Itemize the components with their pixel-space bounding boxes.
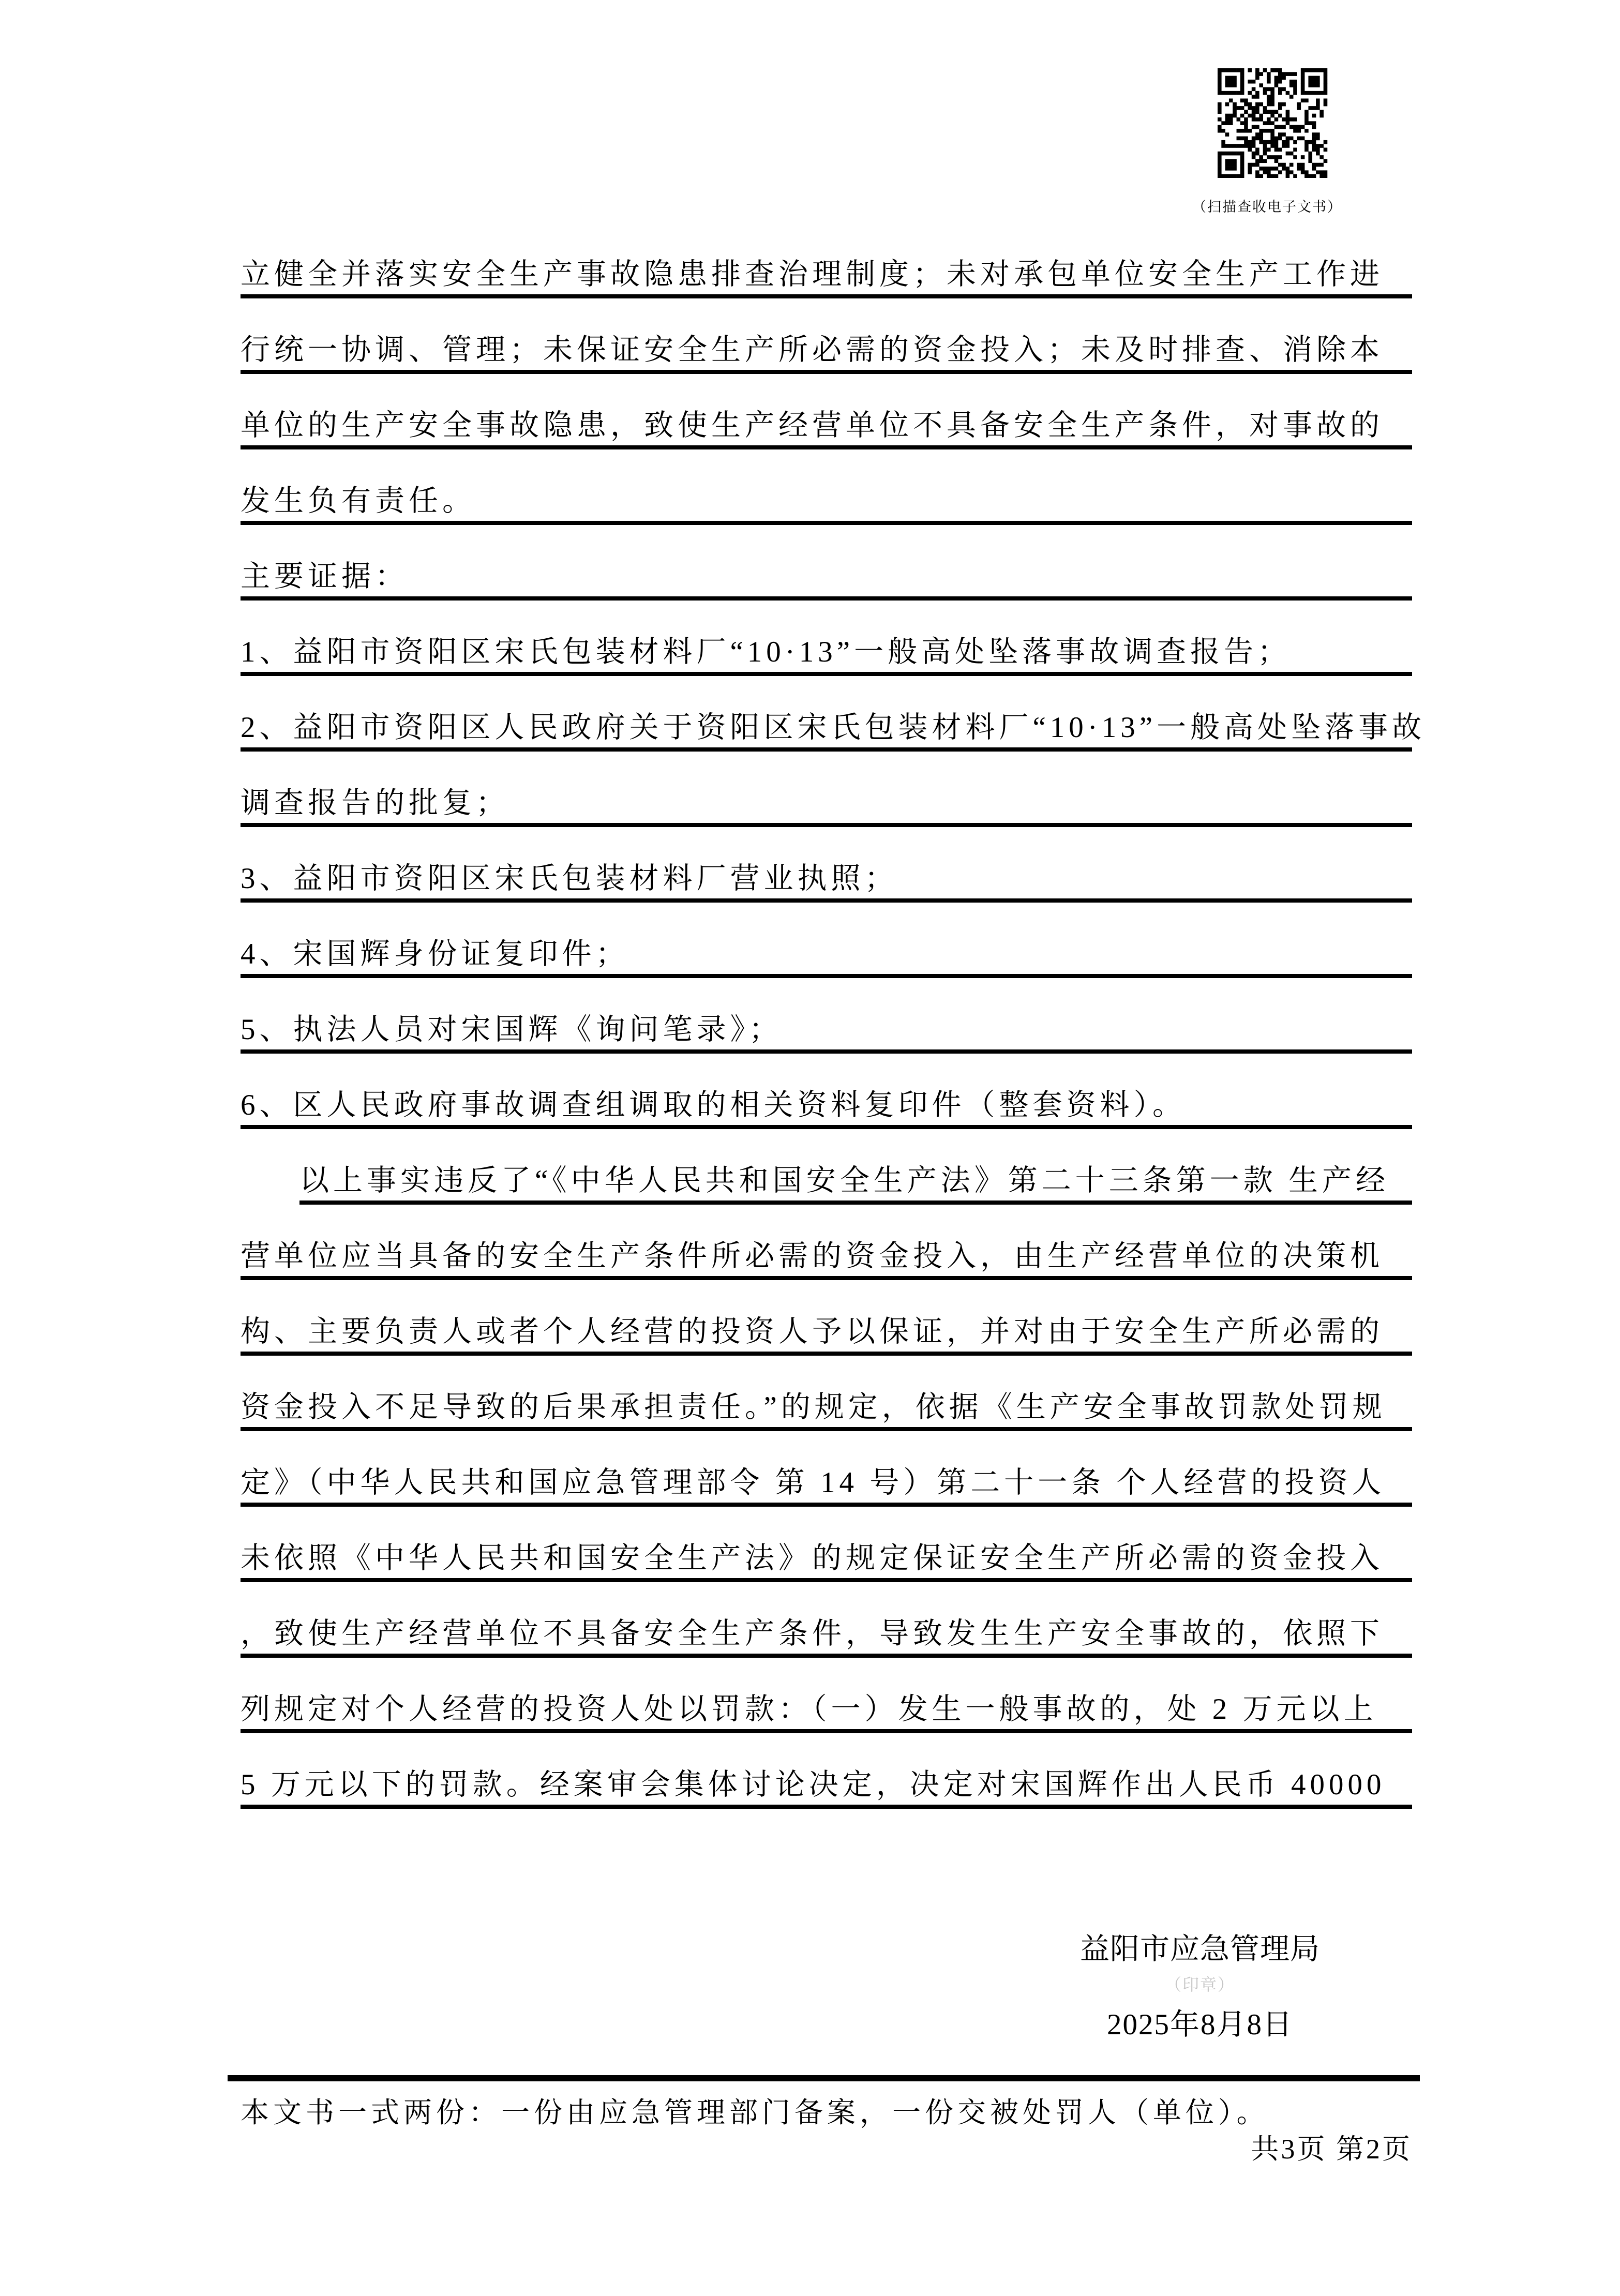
text-line (241, 298, 1412, 374)
text-line (241, 525, 1412, 601)
text-line (241, 1658, 1412, 1733)
text-line (241, 601, 1412, 676)
seal-placeholder: （印章） (1164, 1975, 1235, 1994)
text-line-content: 6、区人民政府事故调查组调取的相关资料复印件（整套资料）。 (241, 1089, 1186, 1122)
distribution-note: 本文书一式两份：一份由应急管理部门备案，一份交被处罚人（单位）。 (241, 2097, 1269, 2128)
text-line-content: 2、益阳市资阳区人民政府关于资阳区宋氏包装材料厂“10·13”一般高处坠落事故 (241, 711, 1426, 744)
text-line (241, 1356, 1412, 1431)
text-line (241, 374, 1412, 449)
text-line-content: 主要证据： (241, 560, 409, 593)
text-line-content: 列规定对个人经营的投资人处以罚款：（一）发生一般事故的，处 2 万元以上 (241, 1693, 1377, 1726)
text-line-content: 5 万元以下的罚款。经案审会集体讨论决定，决定对宋国辉作出人民币 40000 (241, 1768, 1386, 1802)
text-line (241, 978, 1412, 1054)
page-number: 共3页 第2页 (1251, 2134, 1412, 2165)
text-line-content: 5、执法人员对宋国辉《询问笔录》； (241, 1013, 783, 1046)
text-line-content: 单位的生产安全事故隐患，致使生产经营单位不具备安全生产条件，对事故的 (241, 409, 1384, 442)
text-line (241, 676, 1426, 752)
issuing-agency: 益阳市应急管理局 (1080, 1933, 1320, 1965)
text-line-content: 以上事实违反了“《中华人民共和国安全生产法》第二十三条第一款 生产经 (299, 1164, 1390, 1197)
text-line (241, 1054, 1412, 1129)
text-line (241, 1431, 1412, 1507)
qr-caption: （扫描查收电子文书） (1192, 199, 1342, 215)
text-line (241, 1205, 1412, 1280)
text-line-content: 资金投入不足导致的后果承担责任。”的规定，依据《生产安全事故罚款处罚规 (241, 1391, 1386, 1424)
signature-block (983, 1925, 1417, 2043)
text-line-content: 构、主要负责人或者个人经营的投资人予以保证，并对由于安全生产所必需的 (241, 1315, 1384, 1348)
qr-block (1192, 68, 1342, 216)
text-line (241, 903, 1412, 978)
text-line-content: 营单位应当具备的安全生产条件所必需的资金投入，由生产经营单位的决策机 (241, 1240, 1384, 1273)
text-line (241, 752, 1412, 827)
text-line-content: 调查报告的批复； (241, 787, 509, 820)
text-line-content: 发生负有责任。 (241, 485, 476, 518)
text-line-content: 立健全并落实安全生产事故隐患排查治理制度；未对承包单位安全生产工作进 (241, 258, 1384, 291)
qr-code (1217, 68, 1328, 178)
text-line (241, 1733, 1412, 1809)
text-line (241, 449, 1412, 525)
text-line (299, 1129, 1412, 1205)
document-body (241, 223, 1426, 1809)
text-line (241, 1507, 1412, 1582)
issue-date: 2025年8月8日 (1107, 2008, 1293, 2041)
text-line-content: 1、益阳市资阳区宋氏包装材料厂“10·13”一般高处坠落事故调查报告； (241, 636, 1292, 669)
text-line-content: 行统一协调、管理；未保证安全生产所必需的资金投入；未及时排查、消除本 (241, 334, 1384, 367)
text-line (241, 827, 1412, 903)
text-line-content: 未依照《中华人民共和国安全生产法》的规定保证安全生产所必需的资金投入 (241, 1542, 1384, 1575)
footer-divider (228, 2075, 1420, 2081)
text-line (241, 1280, 1412, 1356)
text-line (241, 223, 1412, 298)
text-line-content: 3、益阳市资阳区宋氏包装材料厂营业执照； (241, 862, 898, 895)
text-line-content: ，致使生产经营单位不具备安全生产条件，导致发生生产安全事故的，依照下 (241, 1617, 1384, 1650)
text-line-content: 4、宋国辉身份证复印件； (241, 938, 629, 971)
text-line (241, 1582, 1412, 1658)
text-line-content: 定》（中华人民共和国应急管理部令 第 14 号）第二十一条 个人经营的投资人 (241, 1466, 1386, 1499)
